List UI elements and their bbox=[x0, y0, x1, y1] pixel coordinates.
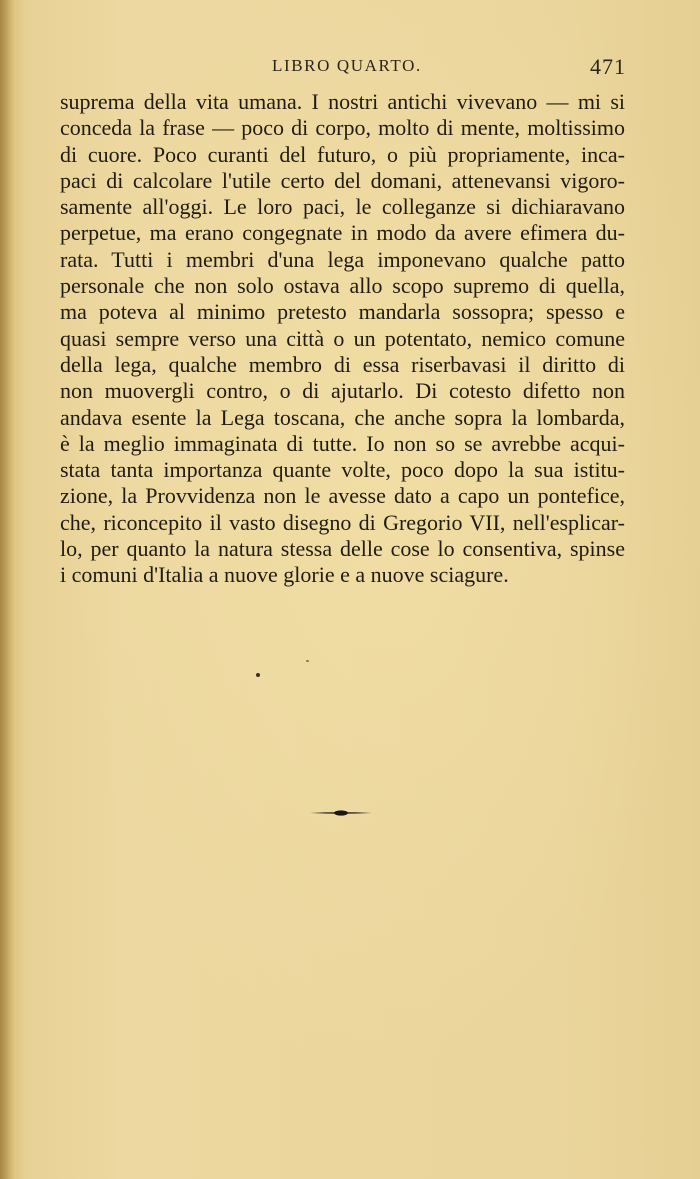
ink-speck bbox=[256, 673, 260, 677]
page-header bbox=[0, 54, 700, 84]
text-line: della lega, qualche membro di essa riserbavasi il diritto di bbox=[60, 351, 625, 377]
running-head: LIBRO QUARTO. bbox=[272, 56, 422, 75]
page-number: 471 bbox=[590, 54, 626, 79]
text-line: stata tanta importanza quante volte, poco dopo la sua istitu- bbox=[60, 457, 625, 483]
text-line: personale che non solo ostava allo scopo supremo di quella, bbox=[60, 273, 625, 299]
text-line: i comuni d'Italia a nuove glorie e a nuove sciagure. bbox=[60, 562, 509, 588]
text-line: perpetue, ma erano congegnate in modo da avere efimera du- bbox=[60, 220, 625, 246]
ink-speck bbox=[306, 660, 309, 662]
text-line: che, riconcepito il vasto disegno di Gregorio VII, nell'esplicar- bbox=[60, 509, 625, 535]
text-line: è la meglio immaginata di tutte. Io non so se avrebbe acqui- bbox=[60, 430, 625, 456]
page-gutter-shadow bbox=[0, 0, 14, 1179]
text-line: paci di calcolare l'utile certo del domani, attenevansi vigoro- bbox=[60, 167, 625, 193]
text-line: conceda la frase — poco di corpo, molto di mente, moltissimo bbox=[60, 115, 625, 141]
text-line: lo, per quanto la natura stessa delle cose lo consentiva, spinse bbox=[60, 536, 625, 562]
end-of-chapter-rule bbox=[310, 809, 372, 817]
text-line: samente all'oggi. Le loro paci, le colleganze si dichiaravano bbox=[60, 194, 625, 220]
text-line: andava esente la Lega toscana, che anche sopra la lombarda, bbox=[60, 404, 625, 430]
text-line: di cuore. Poco curanti del futuro, o più propriamente, inca- bbox=[60, 141, 625, 167]
text-line: quasi sempre verso una città o un potentato, nemico comune bbox=[60, 325, 625, 351]
text-line: suprema della vita umana. I nostri antichi vivevano — mi si bbox=[60, 89, 625, 114]
body-paragraph bbox=[60, 89, 625, 589]
text-line: non muovergli contro, o di ajutarlo. Di cotesto difetto non bbox=[60, 378, 625, 404]
text-line: rata. Tutti i membri d'una lega imponevano qualche patto bbox=[60, 246, 625, 272]
text-line: ma poteva al minimo pretesto mandarla sossopra; spesso e bbox=[60, 299, 625, 325]
text-line: zione, la Provvidenza non le avesse dato a capo un pontefice, bbox=[60, 483, 625, 509]
